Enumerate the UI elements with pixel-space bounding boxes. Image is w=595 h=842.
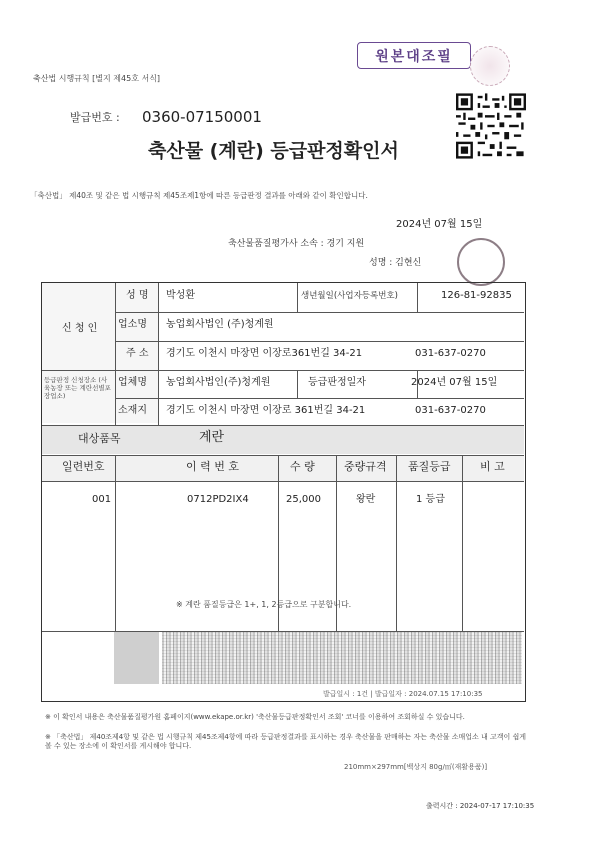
issue-number: 0360-07150001	[142, 108, 262, 126]
farm-section-label: 등급판정 신청장소 (사육농장 또는 계란선별포장업소)	[44, 376, 111, 400]
col-grade-header: 품질등급	[408, 460, 451, 473]
applicant-section-label: 신 청 인	[62, 323, 98, 334]
intro-text: 「축산법」 제40조 및 같은 법 시행규칙 제45조제1항에 따른 등급판정 결과를 아래와 같이 확인합니다.	[30, 191, 368, 200]
original-copy-stamp: 원본대조필	[357, 42, 471, 69]
regno-label: 생년월일(사업자등록번호)	[301, 291, 398, 301]
company-label: 업소명	[118, 319, 147, 330]
table-row-serial: 001	[92, 494, 112, 505]
address-label: 주 소	[126, 348, 149, 359]
paper-size: 210mm×297mm[백상지 80g/㎡(재활용품)]	[344, 763, 488, 771]
table-note: ※ 계란 품질등급은 1+, 1, 2등급으로 구분합니다.	[176, 600, 352, 609]
issuer-office: 축산물품질평가사 소속 : 경기 지원	[228, 239, 365, 249]
qr-code-icon	[456, 93, 526, 159]
table-row-quantity: 25,000	[286, 494, 321, 505]
issuer-name: 성명 : 김현신	[369, 258, 422, 268]
footer-note-2: ※ 「축산법」 제40조제4항 및 같은 법 시행규칙 제45조제4항에 따라 등급판정결과를 표시하는 경우 축산물을 판매하는 자는 축산물 소매업소 내 고객이 쉽게 볼 수 있는 장소에 이 확인서를 게시해야 합니다.	[45, 733, 527, 750]
table-row-grade: 1 등급	[416, 494, 445, 505]
official-seal-image	[470, 46, 510, 86]
col-remark-header: 비 고	[480, 460, 505, 473]
issue-number-label: 발급번호 :	[70, 111, 120, 124]
output-time: 출력시간 : 2024-07-17 17:10:35	[426, 802, 535, 810]
product-value: 계란	[199, 430, 225, 445]
grading-date: 2024년 07월 15일	[411, 377, 498, 388]
col-weight-header: 중량규격	[344, 460, 387, 473]
applicant-name-label: 성 명	[126, 290, 149, 301]
farm-address-label: 소재지	[118, 405, 147, 416]
table-row-trace-number: 0712PD2IX4	[187, 494, 249, 505]
product-label: 대상품목	[78, 432, 121, 445]
farm-phone: 031-637-0270	[415, 405, 486, 416]
issue-date: 2024년 07월 15일	[396, 219, 483, 230]
farm-name-label: 업체명	[118, 377, 147, 388]
col-trace-header: 이 력 번 호	[186, 460, 239, 473]
regno-value: 126-81-92835	[441, 290, 512, 301]
page-title: 축산물 (계란) 등급판정확인서	[148, 140, 399, 162]
grading-date-label: 등급판정일자	[308, 377, 366, 388]
barcode-image	[162, 632, 522, 684]
table-row-weight: 왕란	[356, 494, 376, 505]
print-info: 발급일시 : 1건 | 발급일자 : 2024.07.15 17:10:35	[323, 690, 483, 698]
inspector-seal-image	[457, 238, 505, 286]
gray-logo-block	[114, 632, 159, 684]
company-name: 농업회사법인 (주)청계원	[166, 319, 274, 330]
applicant-name: 박성환	[166, 290, 195, 301]
col-serial-header: 일련번호	[62, 460, 105, 473]
farm-address: 경기도 이천시 마장면 이장로 361번길 34-21	[166, 405, 366, 416]
farm-name: 농업회사법인(주)청계원	[166, 377, 271, 388]
form-code: 축산법 시행규칙 [별지 제45호 서식]	[33, 74, 161, 83]
applicant-address: 경기도 이천시 마장면 이장로361번길 34-21	[166, 348, 363, 359]
applicant-phone: 031-637-0270	[415, 348, 486, 359]
footer-note-1: ※ 이 확인서 내용은 축산물품질평가원 홈페이지(www.ekape.or.kr) '축산물등급판정확인서 조회' 코너를 이용하여 조회하실 수 있습니다.	[45, 713, 465, 721]
col-qty-header: 수 량	[290, 460, 315, 473]
